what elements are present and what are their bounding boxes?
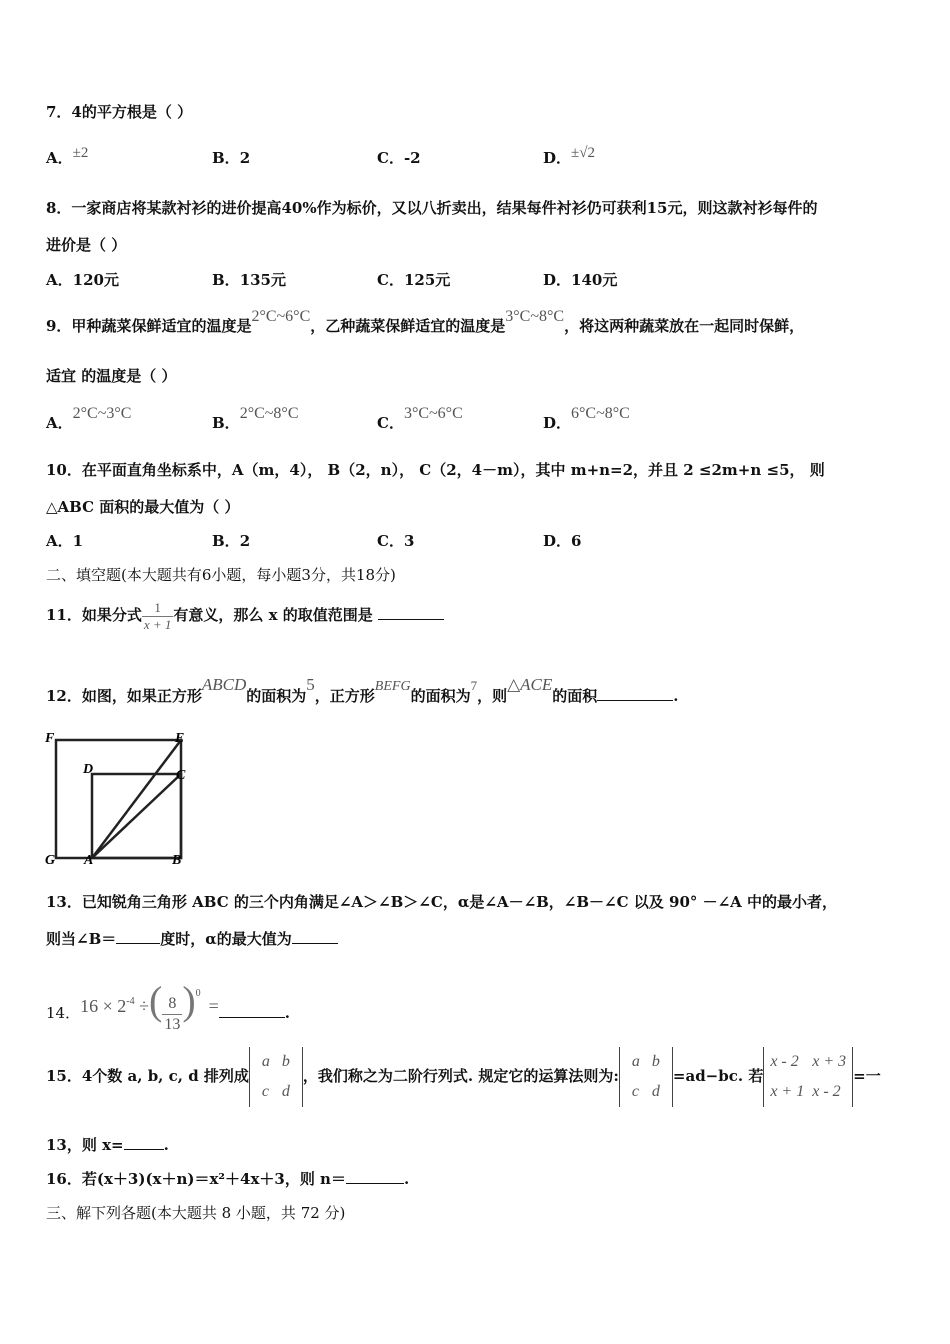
q15-line1	[46, 1044, 881, 1108]
option-label: C．	[377, 532, 404, 550]
option-label: A．	[46, 532, 73, 550]
q9-option-c	[377, 405, 463, 434]
q8-option-a	[46, 270, 119, 290]
section-2-heading: 二、填空题(本大题共有6小题，每小题3分，共18分)	[46, 566, 396, 584]
q14-frac-num: 8	[162, 994, 182, 1015]
q12-area1: 5	[306, 675, 315, 694]
q10-stem-line2: △ABC 面积的最大值为（ ）	[46, 498, 240, 516]
q13-line2-a: 则当∠B＝	[46, 930, 117, 948]
q14-expr	[80, 996, 149, 1016]
q12-area2: 7	[470, 678, 478, 693]
q15-line2-b: .	[163, 1136, 169, 1154]
q12	[46, 675, 679, 708]
label-f: F	[45, 731, 55, 746]
option-label: B．	[212, 414, 240, 432]
label-e: E	[175, 731, 185, 746]
q15-determinant-3	[763, 1047, 853, 1107]
square-befg	[56, 740, 181, 858]
option-text: 2	[239, 532, 251, 550]
option-label: A．	[46, 271, 73, 289]
det-cell: x + 1	[770, 1083, 805, 1100]
q8-option-b	[212, 270, 286, 290]
q9-part3: ，将这两种蔬菜放在一起同时保鲜，	[564, 317, 805, 335]
q14-fraction	[162, 994, 182, 1035]
q7-option-d	[543, 145, 595, 169]
q11-frac-den: x + 1	[143, 616, 172, 632]
det-cell: c	[261, 1083, 270, 1100]
q13-line2	[46, 929, 338, 949]
q8-option-d	[543, 270, 617, 290]
q9-stem-line1	[46, 308, 805, 337]
q14-base: 16 × 2	[80, 996, 127, 1016]
q12-answer-blank[interactable]	[597, 700, 673, 701]
q11	[46, 592, 444, 638]
q14-answer-blank[interactable]	[219, 1017, 285, 1018]
det-cell: d	[651, 1083, 660, 1100]
q10-option-c	[377, 531, 414, 551]
option-text: 125元	[403, 271, 451, 289]
q14-exp0: 0	[195, 988, 201, 999]
q8-stem-line2: 进价是（ ）	[46, 236, 127, 254]
q14-exponent: -4	[126, 996, 135, 1007]
option-label: C．	[377, 271, 404, 289]
det-cell: c	[631, 1083, 640, 1100]
option-text: 6	[571, 532, 582, 550]
label-d: D	[83, 762, 94, 777]
q15-line2-a: 13，则 x=	[46, 1136, 124, 1154]
q12-mid3: 的面积为	[410, 687, 471, 705]
q11-answer-blank[interactable]	[378, 619, 444, 620]
det-cell: d	[281, 1083, 290, 1100]
q10-option-b	[212, 531, 250, 551]
q13-blank-1[interactable]	[116, 943, 160, 944]
q15-mid: ，我们称之为二阶行列式. 规定它的运算法则为:	[302, 1067, 619, 1085]
option-label: C．	[377, 414, 404, 432]
option-math: 3°C~6°C	[403, 405, 463, 422]
q12-mid1: 的面积为	[246, 687, 307, 705]
option-label: D．	[543, 414, 572, 432]
option-label: D．	[543, 149, 572, 167]
q12-square1: ABCD	[201, 675, 247, 694]
det-cell: x - 2	[812, 1083, 841, 1100]
q9-stem-line2: 适宜 的温度是（ ）	[46, 367, 177, 385]
q9-part1: 9．甲种蔬菜保鲜适宜的温度是	[46, 317, 252, 335]
q9-option-b	[212, 405, 299, 434]
label-b: B	[172, 853, 182, 868]
q11-prefix: 11．如果分式	[46, 606, 142, 624]
q14-equals: =	[208, 996, 219, 1016]
q16	[46, 1169, 409, 1189]
option-text: -2	[403, 149, 421, 167]
q10-option-d	[543, 531, 581, 551]
q12-square2: BEFG	[374, 679, 411, 694]
q14-right-paren: )	[182, 978, 196, 1023]
option-label: C．	[377, 149, 404, 167]
option-label: B．	[212, 532, 240, 550]
q9-option-d	[543, 405, 630, 434]
q8-stem-line1: 8．一家商店将某款衬衫的进价提高40%作为标价，又以八折卖出，结果每件衬衫仍可获利15元，则这款衬衫每件的	[46, 199, 818, 217]
q14	[46, 964, 290, 1043]
option-label: D．	[543, 532, 572, 550]
q15-rule: =ad−bc. 若	[672, 1067, 764, 1085]
q14-left-paren: (	[148, 978, 163, 1023]
q15-line2	[46, 1135, 169, 1155]
q12-triangle: △ACE	[507, 675, 553, 694]
q10-stem-line1: 10．在平面直角坐标系中，A（m，4）， B（2，n）， C（2，4－m），其中 m+n=2，并且 2 ≤2m+n ≤5， 则	[46, 461, 825, 479]
q15-determinant-2	[619, 1047, 673, 1107]
q9-temp2: 3°C~8°C	[505, 308, 565, 325]
option-text: 140元	[571, 271, 618, 289]
det-cell: x - 2	[770, 1053, 799, 1070]
q13-line1: 13．已知锐角三角形 ABC 的三个内角满足∠A＞∠B＞∠C，α是∠A－∠B，∠B－∠C 以及 90° －∠A 中的最小者，	[46, 893, 838, 911]
q13-line2-b: 度时，α的最大值为	[160, 930, 292, 948]
q16-text: 16．若(x＋3)(x＋n)＝x²＋4x＋3，则 n＝	[46, 1170, 346, 1188]
det-cell: a	[631, 1053, 640, 1070]
q9-temp1: 2°C~6°C	[251, 308, 311, 325]
q16-end: .	[403, 1170, 410, 1188]
q14-frac-den: 13	[164, 1015, 181, 1033]
option-math: ±2	[72, 145, 89, 161]
q7-option-c	[377, 148, 421, 168]
option-text: 3	[403, 532, 415, 550]
q15-determinant-1	[249, 1047, 303, 1107]
q12-mid4: ，则	[477, 687, 508, 705]
q7-option-a	[46, 145, 89, 169]
q12-prefix: 12．如图，如果正方形	[46, 687, 202, 705]
q11-fraction	[142, 600, 174, 633]
det-cell: b	[651, 1053, 660, 1070]
label-g: G	[45, 853, 56, 868]
q14-divide: ÷	[139, 996, 149, 1016]
line-ac	[92, 774, 181, 858]
option-text: 1	[72, 532, 84, 550]
option-text: 2	[239, 149, 251, 167]
label-c: C	[176, 768, 186, 783]
option-label: B．	[212, 271, 240, 289]
label-a: A	[84, 853, 94, 868]
option-text: 120元	[72, 271, 119, 289]
q15-eq: =一	[853, 1067, 881, 1085]
q8-option-c	[377, 270, 450, 290]
det-cell: x + 3	[812, 1053, 847, 1070]
q14-prefix: 14．	[46, 1004, 81, 1022]
det-cell: b	[281, 1053, 290, 1070]
option-text: 135元	[239, 271, 286, 289]
option-math: 2°C~8°C	[239, 405, 299, 422]
option-math: 2°C~3°C	[72, 405, 132, 422]
q11-suffix: 有意义，那么 x 的取值范围是	[173, 606, 373, 624]
q15-answer-blank[interactable]	[124, 1149, 164, 1150]
q7-stem: 7．4的平方根是（ ）	[46, 103, 193, 121]
option-label: B．	[212, 149, 240, 167]
q7-option-b	[212, 148, 250, 168]
option-math: ±√2	[571, 145, 595, 161]
option-label: A．	[46, 149, 73, 167]
line-ae	[92, 740, 181, 858]
option-label: A．	[46, 414, 73, 432]
option-label: D．	[543, 271, 572, 289]
q12-suffix: 的面积	[552, 687, 598, 705]
q12-mid2: ，正方形	[314, 687, 375, 705]
q12-figure	[42, 728, 194, 868]
section-3-heading: 三、解下列各题(本大题共 8 小题，共 72 分)	[46, 1204, 346, 1222]
q14-end: .	[284, 1004, 291, 1022]
q9-option-a	[46, 405, 132, 434]
q15-prefix: 15．4个数 a, b, c, d 排列成	[46, 1067, 249, 1085]
det-cell: a	[261, 1053, 270, 1070]
q16-answer-blank[interactable]	[346, 1183, 404, 1184]
q11-frac-num: 1	[142, 600, 174, 617]
q12-end: .	[673, 687, 679, 705]
q13-blank-2[interactable]	[292, 943, 338, 944]
q10-option-a	[46, 531, 83, 551]
q9-part2: ，乙种蔬菜保鲜适宜的温度是	[310, 317, 506, 335]
option-math: 6°C~8°C	[571, 405, 630, 422]
